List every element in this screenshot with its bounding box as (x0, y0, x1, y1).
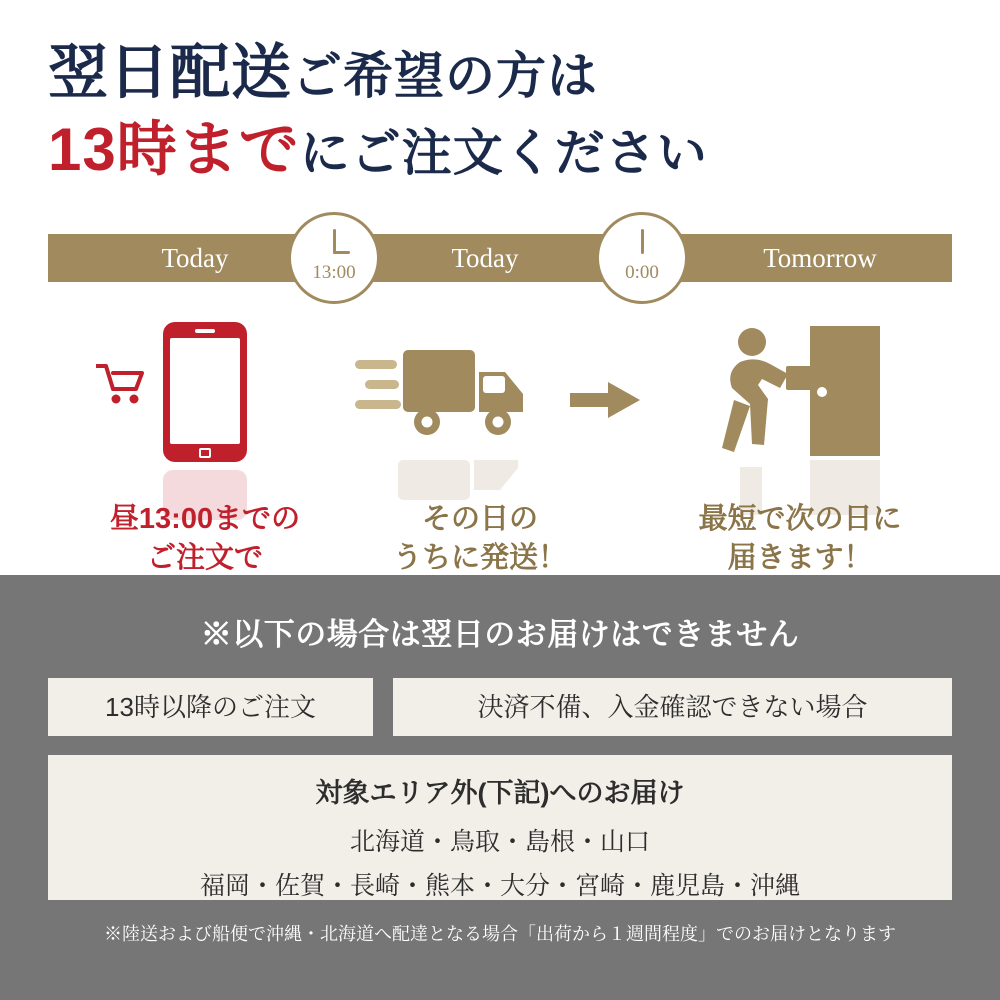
headline (0, 0, 1000, 184)
timeline-label-today-1: Today (161, 243, 229, 273)
smartphone-cart-icon (80, 320, 330, 480)
step-caption-1-line-1: 昼13:00までの (109, 503, 301, 535)
headline-emphasis-2: 13時まで (48, 116, 300, 183)
smartphone-shape (163, 322, 247, 462)
excluded-area-box (48, 755, 952, 900)
timeline-label-today-2: Today (451, 243, 519, 273)
clock-hour-hand-1 (333, 251, 350, 254)
smartphone-home-button (199, 448, 211, 458)
right-arrow-icon (570, 382, 640, 418)
steps-icons-row (0, 320, 1000, 500)
step-caption-3 (650, 500, 950, 578)
clock-icon-0000 (596, 212, 688, 304)
step-caption-3-line-1: 最短で次の日に (698, 503, 902, 535)
notice-condition-2: 決済不備、入金確認できない場合 (393, 678, 952, 736)
delivery-truck-icon (330, 320, 580, 480)
excluded-area-line-2: 福岡・佐賀・長崎・熊本・大分・宮崎・鹿児島・沖縄 (199, 872, 800, 900)
clock-time-2: 0:00 (625, 262, 659, 283)
step-caption-2-line-1: その日の (421, 503, 538, 535)
step-caption-3-line-2: 届きます！ (727, 542, 873, 575)
notice-section (0, 575, 1000, 1000)
step-caption-2 (350, 500, 610, 578)
notice-footnote: ※陸送および船便で沖縄・北海道へ配達となる場合「出荷から１週間程度」でのお届けとなります (104, 924, 896, 944)
truck-shape (355, 338, 555, 448)
delivery-person-door-icon (640, 320, 890, 480)
smartphone-screen (170, 338, 240, 444)
excluded-area-title: 対象エリア外(下記)へのお届け (315, 778, 685, 808)
notice-conditions-row (0, 678, 1000, 736)
step-caption-1 (60, 500, 350, 578)
headline-rest-2: にご注文ください (299, 125, 708, 181)
step-caption-2-line-2: うちに発送！ (392, 542, 567, 575)
headline-line-1 (48, 38, 1000, 107)
excluded-area-line-1: 北海道・鳥取・島根・山口 (349, 828, 650, 856)
headline-rest-1: ご希望の方は (292, 48, 598, 104)
person-door-shape (700, 322, 890, 462)
headline-emphasis-1: 翌日配送 (48, 39, 292, 106)
clock-time-1: 13:00 (312, 262, 356, 283)
headline-line-2 (48, 115, 1000, 184)
notice-title: ※以下の場合は翌日のお届けはできません (200, 617, 800, 652)
timeline (0, 212, 1000, 304)
shopping-cart-icon (96, 362, 148, 406)
notice-condition-1: 13時以降のご注文 (48, 678, 373, 736)
clock-icon-1300 (288, 212, 380, 304)
timeline-label-tomorrow: Tomorrow (763, 243, 877, 273)
step-caption-1-line-2: ご注文で (146, 542, 263, 575)
smartphone-speaker (195, 329, 215, 333)
clock-minute-hand-2 (641, 229, 644, 254)
